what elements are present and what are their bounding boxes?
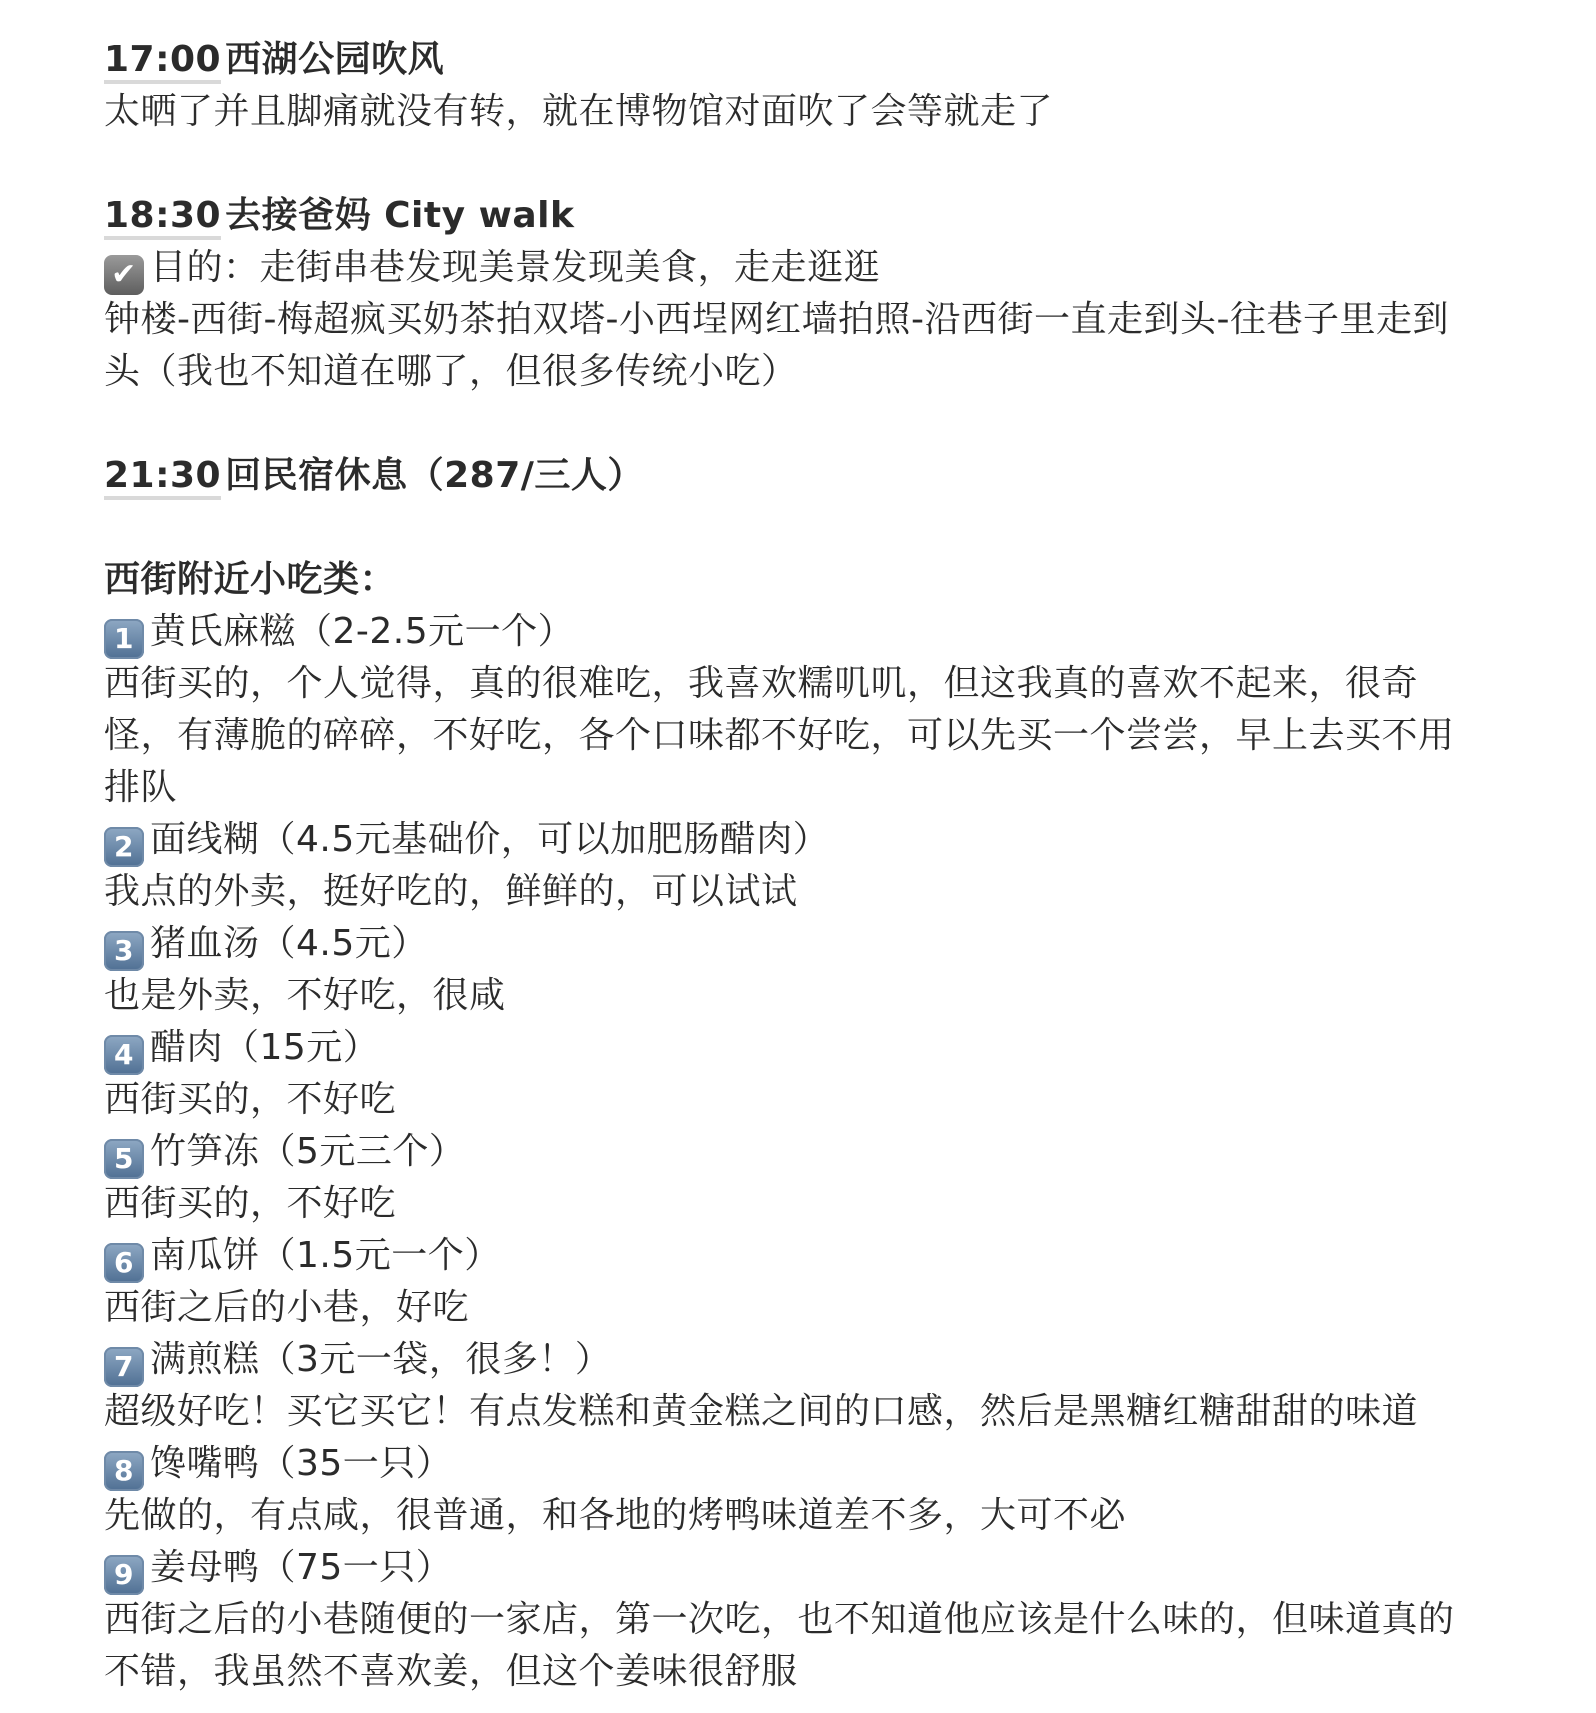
number-5-icon: 5 <box>104 1139 144 1179</box>
section-title: 回民宿休息（287/三人） <box>225 455 644 496</box>
snack-title-line <box>104 1230 1504 1282</box>
snack-title: 竹笋冻（5元三个） <box>150 1131 466 1172</box>
goal-text: 目的：走街串巷发现美景发现美食，走走逛逛 <box>150 247 881 288</box>
spacer <box>104 502 1504 554</box>
section-title: 去接爸妈 City walk <box>225 195 575 236</box>
snack-item <box>104 606 1504 814</box>
snacks-heading: 西街附近小吃类： <box>104 559 397 600</box>
snack-title: 醋肉（15元） <box>150 1027 380 1068</box>
snack-title-line <box>104 1542 1504 1594</box>
section-heading <box>104 190 1504 242</box>
number-9-icon: 9 <box>104 1555 144 1595</box>
snack-item <box>104 814 1504 918</box>
snack-review: 西街买的，不好吃 <box>104 1183 397 1224</box>
number-3-icon: 3 <box>104 931 144 971</box>
snack-title-line <box>104 814 1504 866</box>
number-8-icon: 8 <box>104 1451 144 1491</box>
snack-item <box>104 1438 1504 1542</box>
snack-review: 不错，我虽然不喜欢姜，但这个姜味很舒服 <box>104 1651 798 1692</box>
number-4-icon: 4 <box>104 1035 144 1075</box>
snack-title: 黄氏麻糍（2-2.5元一个） <box>150 611 575 652</box>
section-text: 太晒了并且脚痛就没有转，就在博物馆对面吹了会等就走了 <box>104 91 1054 132</box>
snack-title-line <box>104 918 1504 970</box>
snack-title: 满煎糕（3元一袋，很多！） <box>150 1339 612 1380</box>
snack-item <box>104 1542 1504 1698</box>
snack-review: 也是外卖，不好吃，很咸 <box>104 975 506 1016</box>
note-body <box>104 34 1504 1698</box>
snack-review: 我点的外卖，挺好吃的，鲜鲜的，可以试试 <box>104 871 798 912</box>
snack-item <box>104 1334 1504 1438</box>
snack-title: 面线糊（4.5元基础价，可以加肥肠醋肉） <box>150 819 830 860</box>
snack-item <box>104 918 1504 1022</box>
snack-title: 姜母鸭（75一只） <box>150 1547 453 1588</box>
snack-title-line <box>104 606 1504 658</box>
section-heading <box>104 34 1504 86</box>
number-1-icon: 1 <box>104 619 144 659</box>
goal-line <box>104 242 1504 294</box>
snack-title: 猪血汤（4.5元） <box>150 923 428 964</box>
time-label: 17:00 <box>104 39 221 84</box>
number-6-icon: 6 <box>104 1243 144 1283</box>
number-7-icon: 7 <box>104 1347 144 1387</box>
snack-review: 排队 <box>104 767 178 808</box>
time-label: 18:30 <box>104 195 221 240</box>
snack-title: 馋嘴鸭（35一只） <box>150 1443 453 1484</box>
snack-review: 怪，有薄脆的碎碎，不好吃，各个口味都不好吃，可以先买一个尝尝，早上去买不用 <box>104 715 1455 756</box>
number-2-icon: 2 <box>104 827 144 867</box>
snack-review: 超级好吃！买它买它！有点发糕和黄金糕之间的口感，然后是黑糖红糖甜甜的味道 <box>104 1391 1419 1432</box>
snack-item <box>104 1126 1504 1230</box>
snack-review: 西街之后的小巷随便的一家店，第一次吃，也不知道他应该是什么味的，但味道真的 <box>104 1599 1455 1640</box>
snack-title-line <box>104 1126 1504 1178</box>
spacer <box>104 398 1504 450</box>
route-text: 钟楼-西街-梅超疯买奶茶拍双塔-小西埕网红墙拍照-沿西街一直走到头-往巷子里走到 <box>104 299 1449 340</box>
snack-review: 西街买的，不好吃 <box>104 1079 397 1120</box>
snack-title-line <box>104 1022 1504 1074</box>
snack-review: 先做的，有点咸，很普通，和各地的烤鸭味道差不多，大可不必 <box>104 1495 1127 1536</box>
snack-review: 西街买的，个人觉得，真的很难吃，我喜欢糯叽叽，但这我真的喜欢不起来，很奇 <box>104 663 1419 704</box>
snack-title-line <box>104 1334 1504 1386</box>
checkmark-icon: ✔ <box>104 255 144 295</box>
snack-title-line <box>104 1438 1504 1490</box>
route-text: 头（我也不知道在哪了，但很多传统小吃） <box>104 351 798 392</box>
snack-item <box>104 1230 1504 1334</box>
section-title: 西湖公园吹风 <box>225 39 445 80</box>
snack-title: 南瓜饼（1.5元一个） <box>150 1235 501 1276</box>
section-heading <box>104 450 1504 502</box>
spacer <box>104 138 1504 190</box>
time-label: 21:30 <box>104 455 221 500</box>
snack-item <box>104 1022 1504 1126</box>
snack-review: 西街之后的小巷，好吃 <box>104 1287 470 1328</box>
